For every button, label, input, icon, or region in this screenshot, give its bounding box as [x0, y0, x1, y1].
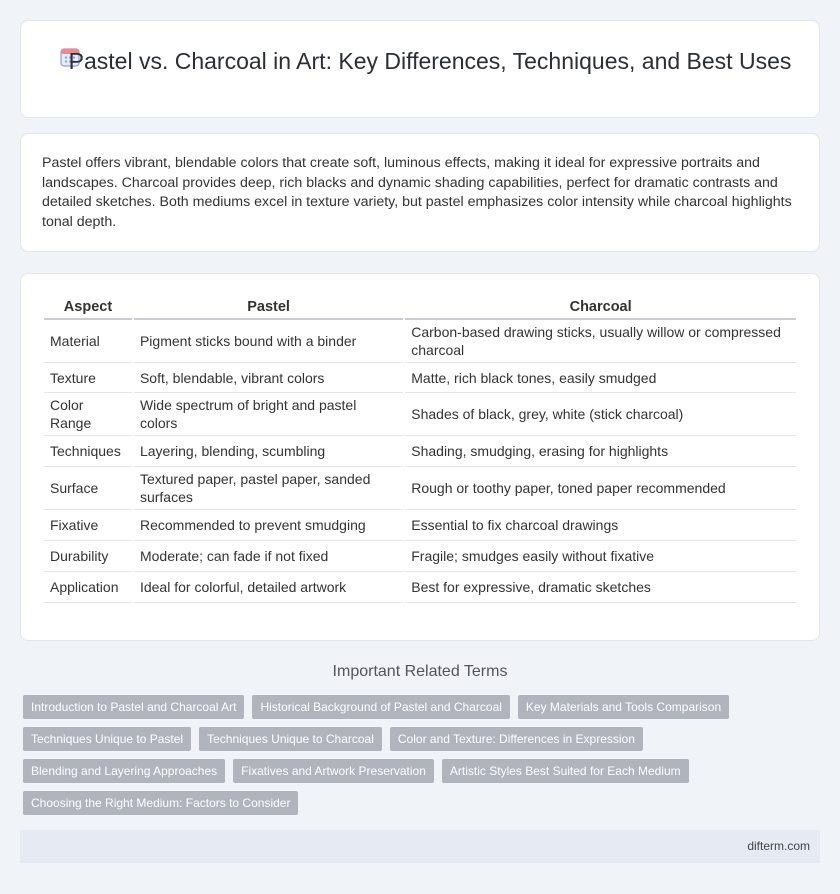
aspect-cell: Texture [44, 363, 132, 393]
table-row [44, 320, 796, 363]
pastel-cell: Ideal for colorful, detailed artwork [134, 572, 403, 603]
aspect-cell: Fixative [44, 510, 132, 541]
aspect-cell: Surface [44, 467, 132, 510]
comparison-table [42, 296, 798, 603]
aspect-cell: Application [44, 572, 132, 603]
charcoal-cell: Rough or toothy paper, toned paper recommended [405, 467, 796, 510]
related-term-tag[interactable]: Techniques Unique to Charcoal [199, 727, 382, 751]
header-charcoal: Charcoal [405, 296, 796, 320]
aspect-cell: Color Range [44, 393, 132, 436]
header-card [20, 20, 820, 118]
related-term-tag[interactable]: Key Materials and Tools Comparison [518, 695, 729, 719]
comparison-card [20, 273, 820, 641]
related-term-tag[interactable]: Color and Texture: Differences in Expression [390, 727, 643, 751]
site-link[interactable]: difterm.com [747, 839, 810, 853]
related-term-tag[interactable]: Fixatives and Artwork Preservation [233, 759, 434, 783]
pastel-cell: Pigment sticks bound with a binder [134, 320, 403, 363]
table-row [44, 467, 796, 510]
related-term-tag[interactable]: Introduction to Pastel and Charcoal Art [23, 695, 244, 719]
tag-row [23, 727, 783, 751]
table-row [44, 436, 796, 467]
charcoal-cell: Fragile; smudges easily without fixative [405, 541, 796, 572]
aspect-cell: Durability [44, 541, 132, 572]
related-term-tag[interactable]: Techniques Unique to Pastel [23, 727, 191, 751]
header-aspect: Aspect [44, 296, 132, 320]
table-row [44, 572, 796, 603]
charcoal-cell: Essential to fix charcoal drawings [405, 510, 796, 541]
header-pastel: Pastel [134, 296, 403, 320]
pastel-cell: Soft, blendable, vibrant colors [134, 363, 403, 393]
charcoal-cell: Matte, rich black tones, easily smudged [405, 363, 796, 393]
charcoal-cell: Best for expressive, dramatic sketches [405, 572, 796, 603]
page-title: Pastel vs. Charcoal in Art: Key Differences, Techniques, and Best Uses [68, 48, 792, 74]
charcoal-cell: Shades of black, grey, white (stick charcoal) [405, 393, 796, 436]
related-term-tag[interactable]: Historical Background of Pastel and Charcoal [252, 695, 509, 719]
table-row [44, 510, 796, 541]
related-terms-heading: Important Related Terms [332, 663, 508, 680]
table-row [44, 393, 796, 436]
pastel-cell: Textured paper, pastel paper, sanded surfaces [134, 467, 403, 510]
table-header-row [44, 296, 796, 320]
pastel-cell: Wide spectrum of bright and pastel colors [134, 393, 403, 436]
pastel-cell: Recommended to prevent smudging [134, 510, 403, 541]
charcoal-cell: Carbon-based drawing sticks, usually willow or compressed charcoal [405, 320, 796, 363]
intro-card [20, 133, 820, 252]
tag-row [23, 695, 783, 719]
related-term-tag[interactable]: Artistic Styles Best Suited for Each Medium [442, 759, 689, 783]
related-term-tag[interactable]: Choosing the Right Medium: Factors to Consider [23, 791, 298, 815]
pastel-cell: Layering, blending, scumbling [134, 436, 403, 467]
table-row [44, 541, 796, 572]
charcoal-cell: Shading, smudging, erasing for highlights [405, 436, 796, 467]
related-terms-list [23, 695, 783, 823]
pastel-cell: Moderate; can fade if not fixed [134, 541, 403, 572]
related-term-tag[interactable]: Blending and Layering Approaches [23, 759, 225, 783]
intro-paragraph: Pastel offers vibrant, blendable colors that create soft, luminous effects, making it ideal for expressive portraits and landscapes. Charcoal provides deep, rich blacks and dynamic shading capabilities, perfect for dramatic contrasts and detailed sketches. Both mediums excel in texture variety, but pastel emphasizes color intensity while charcoal highlights tonal depth. [42, 155, 792, 230]
table-row [44, 363, 796, 393]
tag-row [23, 791, 783, 815]
aspect-cell: Techniques [44, 436, 132, 467]
aspect-cell: Material [44, 320, 132, 363]
tag-row [23, 759, 783, 783]
footer [20, 830, 820, 863]
